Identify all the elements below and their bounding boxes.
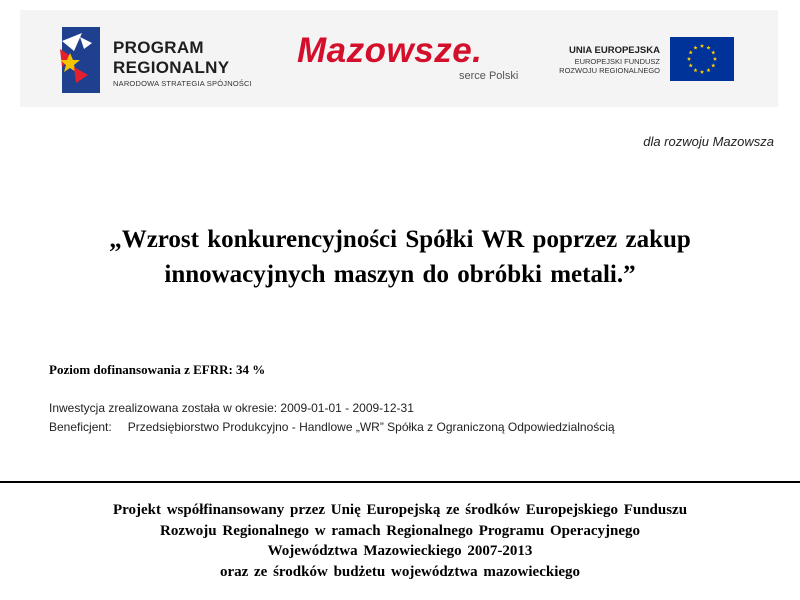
program-regionalny-logo (113, 38, 252, 88)
eu-logo-text (520, 45, 660, 75)
footer-line1: Projekt współfinansowany przez Unię Europejską ze środków Europejskiego Funduszu (112, 502, 688, 518)
investment-period: Inwestycja zrealizowana została w okresie: 2009-01-01 - 2009-12-31 (49, 401, 414, 415)
eu-sub1: EUROPEJSKI FUNDUSZ (574, 57, 660, 66)
footer-line4: oraz ze środków budżetu województwa mazowieckiego (219, 563, 581, 580)
program-line1: PROGRAM (113, 38, 204, 57)
title-line1: „Wzrost konkurencyjności Spółki WR poprzez zakup (109, 226, 691, 253)
footer-line2: Rozwoju Regionalnego w ramach Regionalnego Programu Operacyjnego (159, 522, 640, 539)
beneficiary (49, 420, 615, 434)
program-regionalny-flag-icon (58, 27, 102, 93)
program-line2: REGIONALNY (113, 58, 230, 77)
eu-title: UNIA EUROPEJSKA (569, 45, 660, 56)
project-title (0, 222, 800, 292)
cofinancing-level: Poziom dofinansowania z EFRR: 34 % (49, 362, 266, 377)
beneficiary-value: Przedsiębiorstwo Produkcyjno - Handlowe „WR” Spółka z Ograniczoną Odpowiedzialnością (127, 420, 615, 434)
mazowsze-subtitle: serce Polski (459, 70, 519, 82)
mazowsze-wordmark: Mazowsze. (297, 31, 483, 70)
footer-line3: Województwa Mazowieckiego 2007-2013 (267, 543, 533, 559)
beneficiary-label: Beneficjent: (49, 420, 112, 434)
eu-flag-icon (670, 37, 734, 81)
eu-sub2: ROZWOJU REGIONALNEGO (559, 66, 660, 75)
divider (0, 481, 800, 483)
funding-footer (0, 500, 800, 582)
program-subtitle: NARODOWA STRATEGIA SPÓJNOŚCI (113, 79, 252, 88)
tagline: dla rozwoju Mazowsza (643, 134, 774, 149)
title-line2: innowacyjnych maszyn do obróbki metali.” (164, 261, 636, 288)
